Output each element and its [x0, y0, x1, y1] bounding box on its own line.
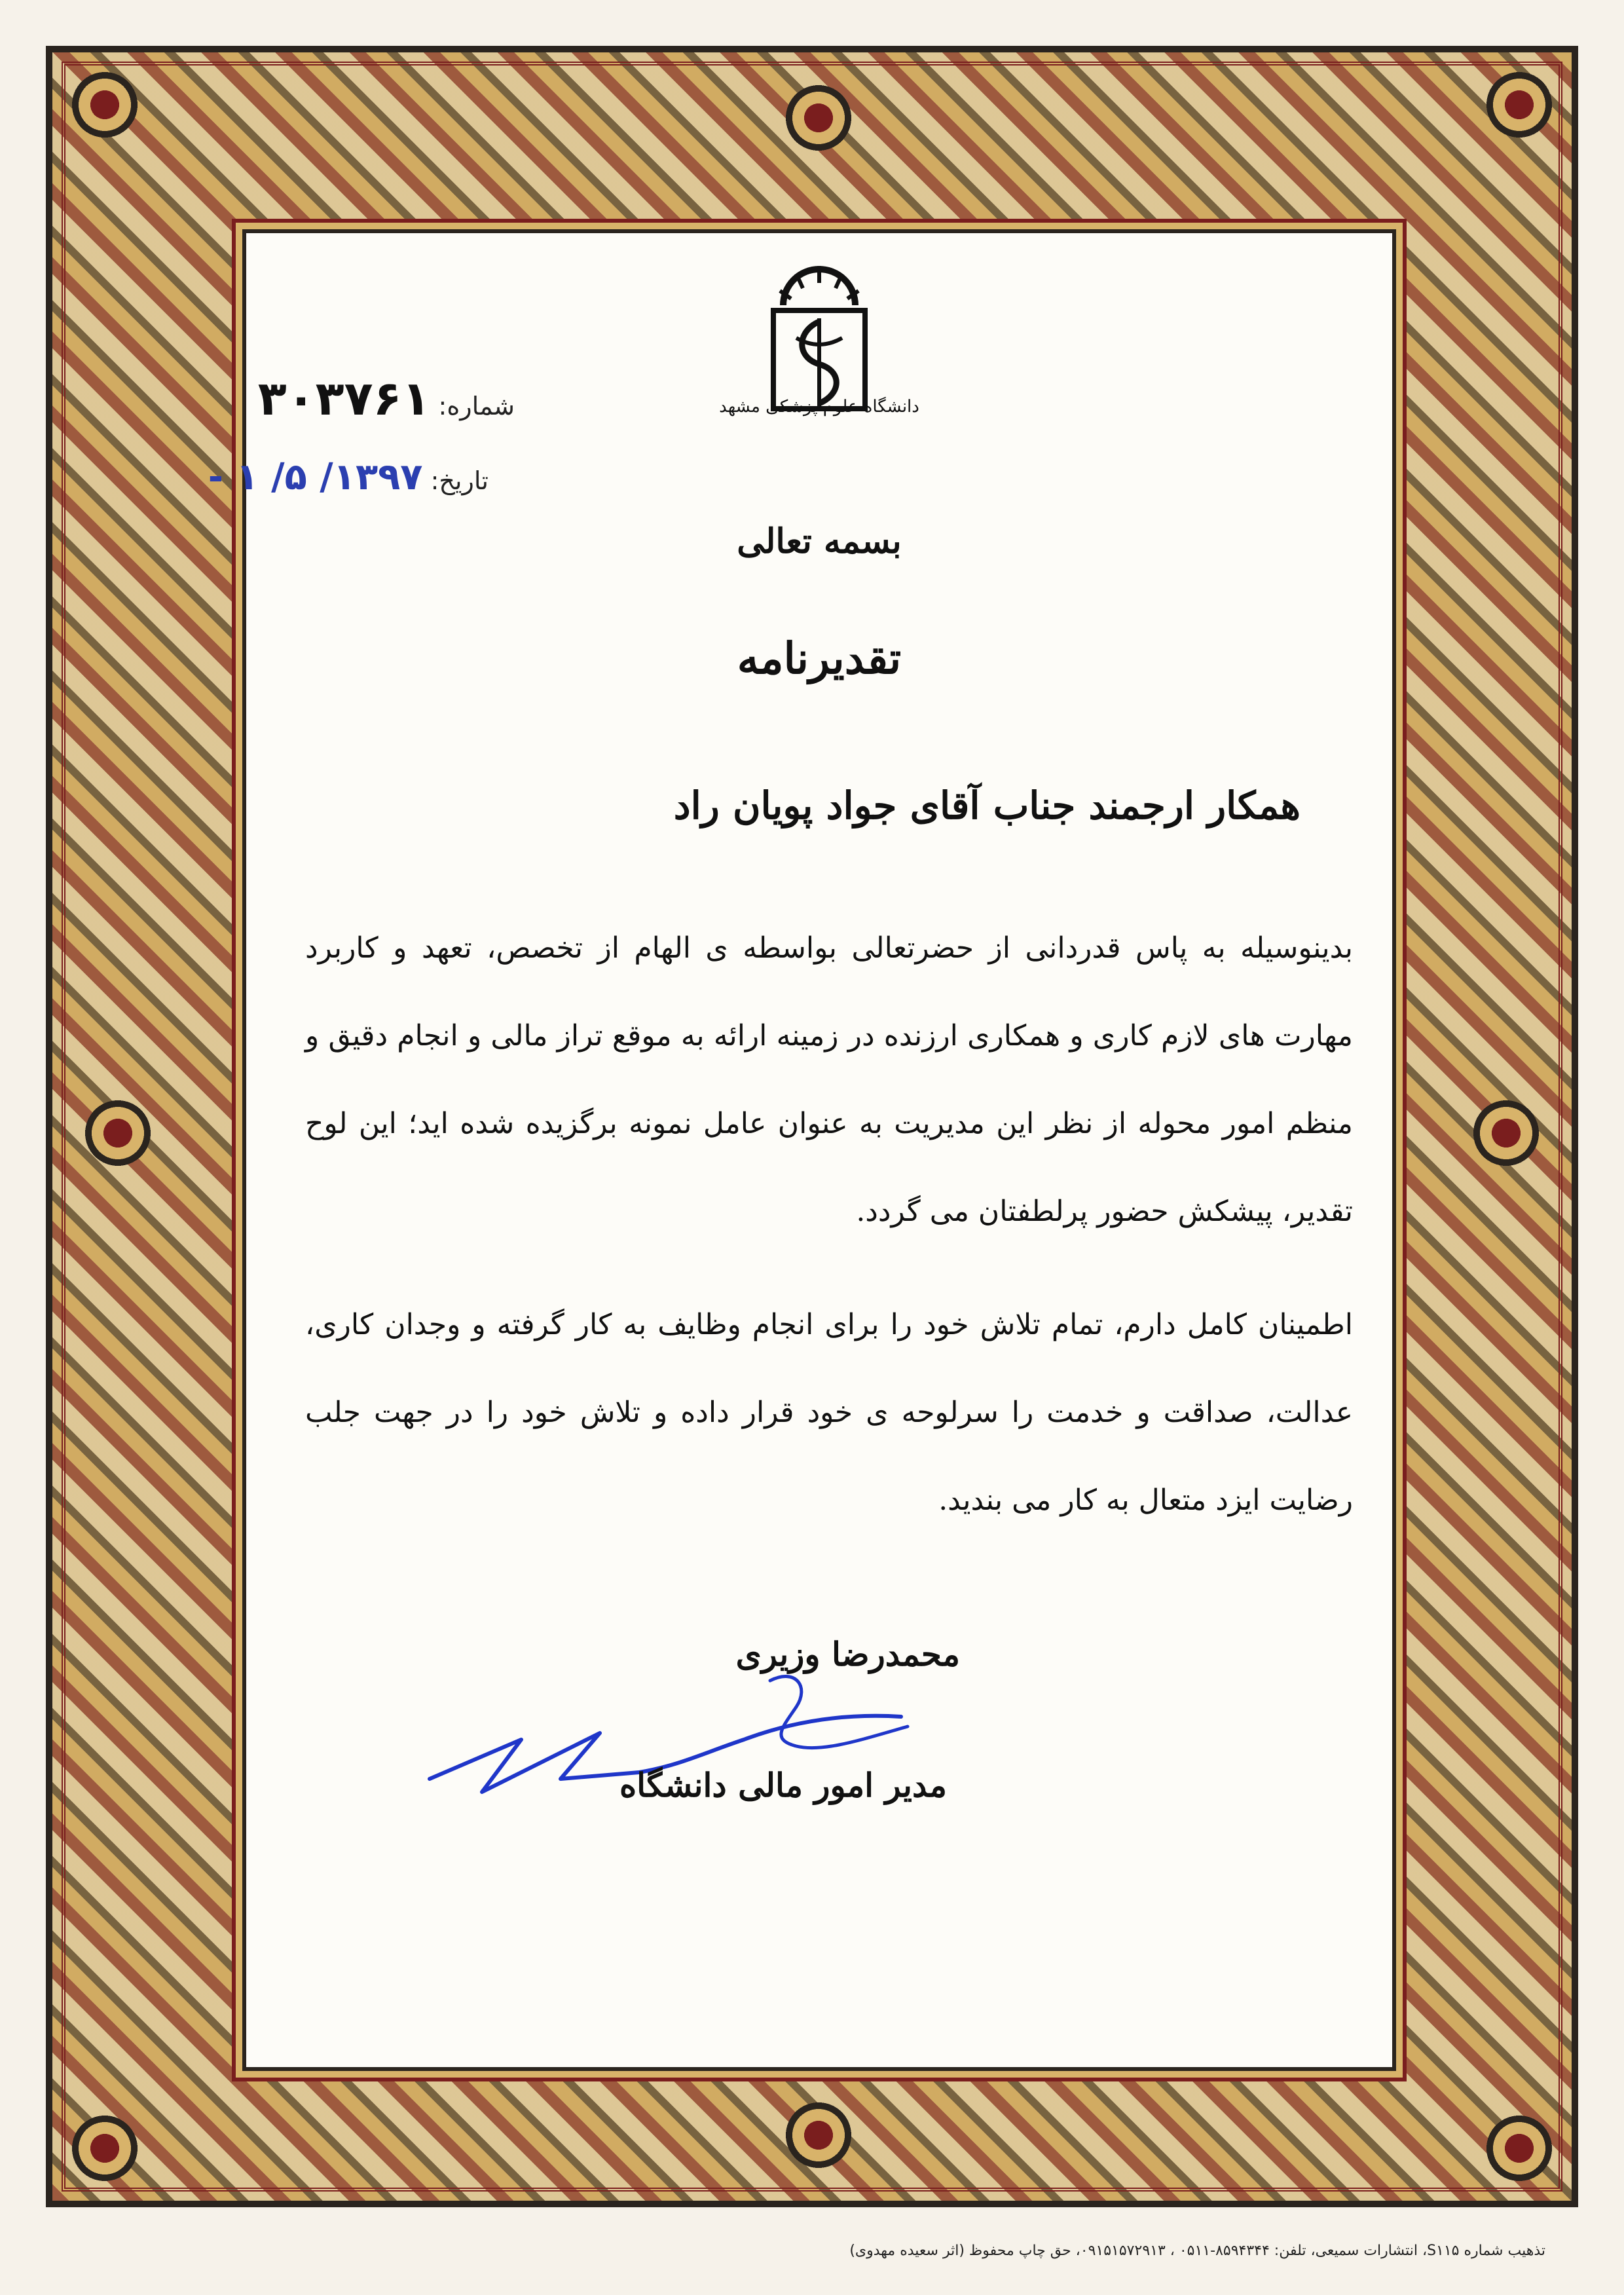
corner-ornament-icon — [65, 2109, 144, 2188]
corner-ornament-icon — [1480, 2109, 1559, 2188]
border-ornament-icon — [1467, 1094, 1545, 1172]
border-ornament-icon — [779, 79, 858, 157]
body-paragraph-2: اطمینان کامل دارم، تمام تلاش خود را برای انجام وظایف به کار گرفته و وجدان کاری، عدالت، صداقت و خدمت را سرلوحه ی خود قرار داده و تلاش خود را در جهت جلب رضایت ایزد متعال به کار می بندید. — [305, 1308, 1353, 1517]
number-value: ۳۰۳۷۶۱ — [257, 371, 431, 426]
invocation: بسمه تعالی — [737, 521, 902, 561]
print-footer: تذهیب شماره S۱۱۵، انتشارات سمیعی، تلفن: ۸۵۹۴۳۴۴-۰۵۱۱ ، ۰۹۱۵۱۵۷۲۹۱۳، حق چاپ محفوظ (اثر سعیده مهدوی) — [849, 2243, 1545, 2259]
signatory-title: مدیر امور مالی دانشگاه — [619, 1766, 947, 1804]
certificate-paper — [208, 229, 1396, 2071]
corner-ornament-icon — [1480, 65, 1559, 144]
signatory-name: محمدرضا وزیری — [735, 1635, 960, 1673]
date-value: ۱۳۹۷/ ۵/ ۱ - — [208, 456, 423, 498]
border-ornament-icon — [79, 1094, 157, 1172]
date-row — [208, 456, 489, 498]
logo-caption: دانشگاه علوم پزشکی مشهد — [719, 397, 919, 417]
number-row — [258, 371, 515, 426]
certificate-title: تقدیرنامه — [737, 633, 902, 684]
number-label: شماره: — [438, 392, 515, 420]
recipient-line: همکار ارجمند جناب آقای جواد پویان راد — [673, 783, 1301, 828]
date-label: تاریخ: — [430, 466, 489, 495]
corner-ornament-icon — [65, 65, 144, 144]
body-paragraph-1: بدینوسیله به پاس قدردانی از حضرتعالی بواسطه ی الهام از تخصص، تعهد و کاربرد مهارت های لازم کاری و همکاری ارزنده در زمینه ارائه به موقع تراز مالی و انجام دقیق و منظم امور محوله از نظر این مدیریت به عنوان عامل نمونه برگزیده شده اید؛ این لوح تقدیر، پیشکش حضور پرلطفتان می گردد. — [305, 931, 1353, 1228]
border-ornament-icon — [779, 2096, 858, 2174]
